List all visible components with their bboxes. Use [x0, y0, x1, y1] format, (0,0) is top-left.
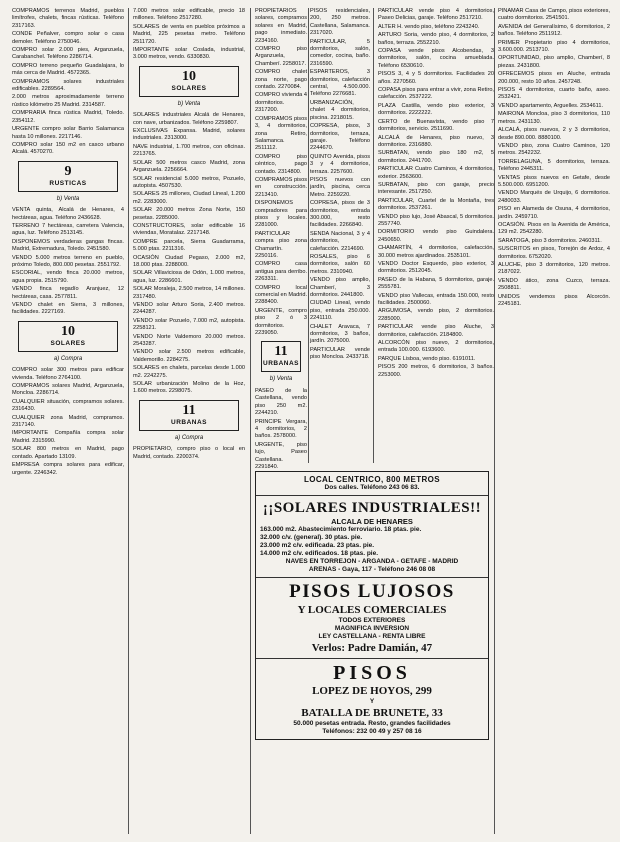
section-number: 11	[274, 344, 288, 360]
section-number: 10	[182, 68, 196, 84]
ad-item: PASEO de la Habana, 5 dormitorios, garaje. 2555781.	[378, 276, 494, 291]
ad-item: URGENTE, piso lujo, Paseo Castellana. 2291840.	[255, 441, 307, 470]
ad-pisos-lujosos	[256, 578, 488, 659]
section-number: 11	[182, 402, 196, 418]
ad-item: COMPRE parcela, Sierra Guadarrama, 5.000 ptas. 2211316.	[133, 238, 245, 253]
ad-line: 32.000 c/v. (general). 30 ptas. pie.	[260, 534, 363, 541]
ad-item: PISOS 3, 4 y 5 dormitorios. Facilidades 20 años. 2270560.	[378, 71, 494, 85]
ad-item: ROSALES, piso 6 dormitorios, salón 60 metros. 2310940.	[310, 254, 370, 275]
ad-headline: LOCAL CENTRICO, 800 METROS	[303, 475, 441, 484]
ad-item: SOLARES de venta en pueblos próximos a Madrid, 225 pesetas metro. Teléfono 2511720.	[133, 23, 245, 45]
ad-item: PROPIETARIOS solares, compramos solares en Madrid, pago inmediato. 2234160.	[255, 8, 307, 44]
ad-item: PRINCIPE Vergara, 4 dormitorios, 2 baños. 2578000.	[255, 418, 307, 440]
ad-line: 23.000 m2 c/v. edificada. 23 ptas. pie.	[260, 542, 375, 549]
ad-line: TODOS EXTERIORES	[338, 617, 406, 624]
subsection-label: a) Compra	[53, 355, 83, 362]
ad-item: PARTICULAR Cuatro Caminos, 4 dormitorios, exterior. 2563600.	[378, 166, 494, 180]
section-title: URBANAS	[171, 418, 207, 426]
ad-footer: NAVES EN TORREJON - ARGANDA - GETAFE - MADRID	[285, 558, 459, 565]
ad-contact: Teléfonos: 232 00 49 y 257 08 16	[322, 728, 422, 735]
ad-item: ARTURO Soria, vendo piso, 4 dormitorios, 2 baños, terraza. 2552210.	[378, 32, 494, 46]
ad-item: PISOS residenciales, 200, 250 metros. Castellana, Salamanca. 2317020.	[310, 8, 370, 37]
ad-item: ALCORCÓN piso nuevo, 2 dormitorios, entrada 100.000. 6193600.	[378, 340, 494, 354]
ad-item: PARTICULAR vende piso 4 dormitorios, Paseo Delicias, garaje. Teléfono 2517210.	[378, 8, 494, 22]
ad-item: COMPRAMOS pisos 3, 4 dormitorios, zona Retiro, Salamanca. 2511112.	[255, 115, 307, 152]
ad-subheadline: ALCALA DE HENARES	[331, 517, 413, 526]
classified-page	[12, 8, 610, 834]
ad-item: ALTER H. vendo piso, teléfono 2243240.	[378, 23, 480, 30]
ad-item: VENDO finca regadío Aranjuez, 12 hectáreas, casa. 2577811.	[12, 286, 124, 300]
ad-item: SOLAR 500 metros casco Madrid, zona Arganzuela. 2256664.	[133, 159, 245, 174]
ad-contact: Verlos: Padre Damián, 47	[311, 642, 433, 654]
ad-item: SOLARES 25 millones, Ciudad Lineal, 1.200 m2. 2283000.	[133, 191, 245, 205]
ad-item: PISOS 200 metros, 6 dormitorios, 3 baños. 2253000.	[378, 364, 494, 378]
ad-headline: ¡¡SOLARES INDUSTRIALES!!	[262, 500, 482, 516]
ad-item: SOLAR residencial 5.000 metros, Pozuelo, autopista. 4507530.	[133, 175, 245, 189]
ad-item: SOLAR 800 metros en Madrid, pago contado. Apartado 13109.	[12, 446, 124, 460]
ad-item: PARTICULAR, 5 dormitorios, salón, comedor, cocina, baño. 2316590.	[310, 38, 370, 67]
ad-item: SURBATAN, vendo piso 180 m2, 5 dormitorios. 2441700.	[378, 150, 494, 164]
ad-item: VENDO piso amplio, Chamberí, 3 dormitorios. 2441800.	[310, 277, 370, 299]
ad-item: ESPARTEROS, 3 dormitorios, calefacción central, 4.500.000. Teléfono 2276681.	[310, 69, 370, 98]
ad-item: COPASA pisos para entrar a vivir, zona Retiro, calefacción. 2537222.	[378, 87, 494, 101]
ad-item: COMPRO chalet zona norte, pago contado. 2270084.	[255, 69, 307, 91]
ad-phone: Dos calles. Teléfono 243 06 83.	[324, 484, 420, 491]
ad-item: COPRESA, pisos de 3 dormitorios, entrada 300.000, resto facilidades. 2266840.	[310, 200, 370, 229]
section-number: 9	[64, 163, 72, 179]
ad-item: COMPRAMOS solares Madrid, Arganzuela, Moncloa. 2286714.	[12, 383, 124, 397]
ad-item: IMPORTANTE Compañía compra solar Madrid. 2315990.	[12, 430, 124, 444]
section-title: URBANAS	[263, 360, 299, 368]
ad-item: NAVE industrial, 1.700 metros, con oficinas. 2213765.	[133, 143, 245, 158]
ad-line: 50.000 pesetas entrada. Resto, grandes facilidades	[293, 720, 451, 727]
ad-item: AVENIDA del Generalísimo, 6 dormitorios, 2 baños. Teléfono 2511912.	[498, 23, 610, 38]
ad-line: Y	[369, 698, 375, 705]
ad-item: SARATOGA, piso 3 dormitorios. 2460311.	[498, 237, 602, 244]
ad-item: ALUCHE, piso 3 dormitorios, 120 metros. 2187022.	[498, 262, 610, 276]
ad-item: 7.000 metros solar edificable, precio 18 millones. Teléfono 2517280.	[133, 8, 245, 22]
ad-item: COMPRO piso Arganzuela, Chamberí. 2258017.	[255, 46, 307, 67]
ad-local-centrico	[256, 472, 488, 496]
ad-item: PARTICULAR vende piso Moncloa. 2433718.	[310, 346, 370, 361]
subsection-label: b) Venta	[177, 100, 201, 107]
ad-item: DISPONEMOS compradores para pisos y locales. 2281000.	[255, 200, 307, 229]
ad-item: OPORTUNIDAD, piso amplio, Chamberí, 8 piezas. 2431800.	[498, 55, 610, 69]
ad-item: SURBATAN, piso con garaje, precio interesante. 2517250.	[378, 181, 494, 196]
ad-line: BATALLA DE BRUNETE, 33	[301, 707, 443, 719]
ad-item: SOLAR Villaviciosa de Odón, 1.000 metros, agua, luz. 2286601.	[133, 270, 245, 284]
ad-item: COMPRO vivienda 4 dormitorios. 2317200.	[255, 92, 307, 114]
ad-item: VENDO solar Pozuelo, 7.000 m2, autopista. 2258121.	[133, 317, 245, 332]
ad-headline: PISOS	[333, 662, 411, 684]
ad-item: 2.000 metros aproximadamente terreno rústico kilómetro 25 Madrid. 2314587.	[12, 94, 124, 108]
ad-item: VENDO Norte Valdemoro 20.000 metros. 2543287.	[133, 333, 245, 348]
ad-item: VENDO 5.000 metros terreno en pueblo, próximo Toledo, 800.000 pesetas. 2551792.	[12, 254, 124, 268]
ad-item: COMPRO solar 150 m2 en casco urbano Alcalá. 4570270.	[12, 141, 124, 156]
ad-item: CIUDAD Lineal, vendo piso, entrada 250.000. 2241110.	[310, 300, 370, 322]
ad-item: VENDO apartamento, Arguelles. 2534611.	[498, 102, 603, 109]
ad-item: TORRELAGUNA, 5 dormitorios, terraza. Teléfono 2445311.	[498, 158, 610, 173]
column-2	[133, 8, 245, 834]
ad-item: VENDO piso Vallecas, entrada 150.000, resto facilidades. 2500060.	[378, 292, 494, 307]
ad-item: COMPRO solar 300 metros para edificar vivienda. Teléfono 2764100.	[12, 367, 124, 381]
ad-item: COMPRO piso céntrico, pago contado. 2314800.	[255, 153, 307, 175]
ad-item: CHAMARTÍN, 4 dormitorios, calefacción, 30.000 metros ajardinados. 2535101.	[378, 245, 494, 259]
ad-item: SENDA Nacional, 3 y 4 dormitorios, calefacción. 2214690.	[310, 230, 370, 252]
ad-item: URGENTE compro solar Barrio Salamanca hasta 10 millones. 2217146.	[12, 126, 124, 140]
ad-solares-industriales	[256, 496, 488, 578]
ad-item: DISPONEMOS verdaderas gangas fincas. Madrid, Extremadura, Toledo. 2451580.	[12, 238, 124, 253]
display-ads-block	[255, 471, 489, 740]
ad-item: CONSTRUCTORES, solar edificable 16 viviendas, Moratalaz. 2217148.	[133, 222, 245, 237]
ad-item: PRIMER Propietario piso 4 dormitorios, 3.600.000. 2513710.	[498, 39, 610, 54]
ad-pisos-lopez-de-hoyos	[256, 659, 488, 739]
ad-item: VENDO piso lujo, José Abascal, 5 dormitorios. 2557740.	[378, 213, 494, 227]
ad-item: EXCLUSIVAS Expansa. Madrid, solares industriales. 2313000.	[133, 128, 245, 142]
subsection-label: a) Compra	[174, 434, 204, 441]
ad-item: VENDO ático, zona Cuzco, terraza. 2508811.	[498, 277, 610, 292]
ad-item: OFRECEMOS pisos en Aluche, entrada 200.000, resto 10 años. 2457248.	[498, 71, 610, 85]
ad-item: PASEO de la Castellana, vendo piso 250 m2. 2244210.	[255, 387, 307, 417]
ad-item: PINAMAR Casa de Campo, pisos exteriores, cuatro dormitorios. 2541501.	[498, 8, 610, 22]
ad-item: UNIDOS vendemos pisos Alcorcón. 2245181.	[498, 293, 610, 308]
ad-item: COMPRO local comercial en Madrid. 2288400.	[255, 284, 307, 306]
ad-item: COMPRO solar 2.000 pies, Arganzuela, Carabanchel. Teléfono 2286714.	[12, 47, 124, 61]
ad-item: PROPIETARIO, compro piso o local en Madrid, contado. 2200374.	[133, 446, 245, 460]
ad-item: VENTAS pisos nuevos en Getafe, desde 5.500.000. 6951200.	[498, 174, 610, 188]
column-divider	[250, 8, 251, 834]
ad-item: VENDO solar 2.500 metros edificable, Valdemorillo. 2284275.	[133, 349, 245, 363]
ad-item: SOLAR Moraleja, 2.500 metros, 14 millones. 2317480.	[133, 286, 245, 300]
ad-item: VENDO Doctor Esquerdo, piso exterior, 3 dormitorios. 2512045.	[378, 261, 494, 275]
ad-item: PLAZA Castilla, vendo piso exterior, 3 dormitorios. 2222222.	[378, 102, 494, 117]
ad-item: COPRESA, pisos, 3 dormitorios, terraza, garaje. Teléfono 2244670.	[310, 123, 370, 152]
section-header-rusticas	[18, 161, 118, 192]
ad-item: PISO en Alameda de Osuna, 4 dormitorios, jardín. 2459710.	[498, 206, 610, 220]
section-number: 10	[61, 323, 75, 339]
ad-item: PISOS nuevos con jardín, piscina, cerca Metro. 2259220.	[310, 176, 370, 198]
section-header-solares	[139, 66, 239, 97]
column-divider	[308, 8, 309, 463]
ad-line: LOPEZ DE HOYOS, 299	[312, 685, 432, 697]
column-divider	[373, 8, 374, 463]
ad-headline: PISOS LUJOSOS	[289, 581, 455, 602]
section-title: SOLARES	[171, 84, 207, 92]
ad-contact: ARENAS - Gaya, 117 - Teléfono 246 08 08	[308, 566, 436, 573]
column-divider	[128, 8, 129, 834]
subsection-label: b) Venta	[269, 376, 293, 383]
ad-item: OCASIÓN. Pisos en la Avenida de América, 129 m2. 2542280.	[498, 221, 610, 236]
ad-line: 14.000 m2 c/v. edificados. 18 ptas. pie.	[260, 550, 379, 557]
ad-item: SOLARES industriales Alcalá de Henares, con nave, urbanizados. Teléfono 2259807.	[133, 112, 245, 126]
section-header-solares	[18, 321, 118, 352]
ad-item: SUSCRITOS en pisos, Torrejón de Ardoz, 4 dormitorios. 6752020.	[498, 246, 610, 260]
column-divider	[494, 8, 495, 834]
section-header-urbanas	[261, 341, 301, 372]
ad-item: CUALQUIER situación, compramos solares. 2316430.	[12, 398, 124, 413]
column-5	[498, 8, 610, 834]
ad-item: OCASIÓN Ciudad Pegaso, 2.000 m2, 18.000 ptas. 2288000.	[133, 254, 245, 268]
ad-item: ARGUMOSA, vendo piso, 2 dormitorios. 2285000.	[378, 308, 494, 322]
ad-item: PARTICULAR compra piso zona Chamartín. 2250116.	[255, 230, 307, 259]
ad-item: DORMITORIO vendo piso Guindalera. 2450650.	[378, 229, 494, 243]
column-1	[12, 8, 124, 834]
ad-item: EMPRESA compra solares para edificar, urgente. 2246342.	[12, 462, 124, 476]
ad-item: COMPRAMOS pisos en construcción. 2213410.	[255, 176, 307, 198]
ad-item: PISOS 4 dormitorios, cuarto baño, aseo. 2532421.	[498, 87, 610, 101]
ad-subheadline: Y LOCALES COMERCIALES	[297, 604, 447, 616]
ad-item: VENDO Marqués de Urquijo, 6 dormitorios. 2480033.	[498, 190, 610, 204]
ad-item: ESCORIAL, vendo finca 20.000 metros, agua propia. 2515790.	[12, 270, 124, 284]
ad-item: PARQUE Lisboa, vendo piso. 6191011.	[378, 355, 476, 362]
section-title: RUSTICAS	[49, 179, 87, 187]
ad-item: PARTICULAR, Cuartel de la Montaña, tres dormitorios. 2537261.	[378, 197, 494, 212]
ad-line: MAGNIFICA INVERSION	[334, 625, 410, 632]
ad-item: TERRENO 7 hectáreas, carretera Valencia, agua, luz. Teléfono 2513145.	[12, 222, 124, 237]
column-3b	[310, 8, 370, 463]
section-header-urbanas	[139, 400, 239, 431]
ad-item: QUINTO Avenida, pisos 3 y 4 dormitorios, terraza. 2257600.	[310, 153, 370, 175]
ad-item: COMPRAMOS terrenos Madrid, pueblos limítrofes, chalets, fincas rústicas. Teléfono 2317163.	[12, 8, 124, 29]
ad-item: VENTA quinta, Alcalá de Henares, 4 hectáreas, agua. Teléfono 2436628.	[12, 207, 124, 221]
ad-item: IMPORTANTE solar Coslada, industrial, 3.000 metros, vendo. 6330830.	[133, 47, 245, 61]
ad-item: COPASA vende pisos Alcobendas, 3 dormitorios, salón, cocina amueblada. Teléfono 6530610.	[378, 48, 494, 69]
ad-item: PARTICULAR vende piso Aluche, 3 dormitorios, calefacción. 2184800.	[378, 324, 494, 338]
ad-item: COMPRARIA finca rústica Madrid, Toledo. 2354112.	[12, 110, 124, 124]
section-title: SOLARES	[50, 339, 86, 347]
ad-item: COMPRO casa antigua para derribo. 2263311.	[255, 261, 307, 283]
ad-item: URBANIZACIÓN, chalet 4 dormitorios, piscina. 2218015.	[310, 99, 370, 121]
ad-item: CUALQUIER zona Madrid, compramos. 2317140.	[12, 414, 124, 429]
ad-item: VENDO chalet en Sierra, 3 millones, facilidades. 2227169.	[12, 302, 124, 316]
ad-item: VENDO solar Arturo Soria, 2.400 metros. 2244287.	[133, 302, 245, 316]
ad-item: ALCALÁ de Henares, piso nuevo, 3 dormitorios. 2316880.	[378, 134, 494, 148]
ad-line: LEY CASTELLANA - RENTA LIBRE	[318, 633, 426, 640]
ad-item: ALCALÁ, pisos nuevos, 2 y 3 dormitorios, desde 890.000. 8880100.	[498, 127, 610, 141]
ad-item: URGENTE, compro piso 2 ó 3 dormitorios. 2239050.	[255, 307, 307, 337]
ad-item: CONDE Peñalver, compro solar o casa demoler. Teléfono 2750046.	[12, 31, 124, 45]
ad-item: CERTO de Buenavista, vendo piso 7 dormitorios, servicio. 2511690.	[378, 118, 494, 133]
ad-item: COMPRO terreno pequeño Guadalajara, lo más cerca de Madrid. 4572365.	[12, 62, 124, 77]
ad-item: SOLARES en chalets, parcelas desde 1.000 m2. 2242275.	[133, 365, 245, 379]
ad-item: CHALET Aravaca, 7 dormitorios, 3 baños, jardín. 2075000.	[310, 323, 370, 345]
ad-item: VENDO piso, zona Cuatro Caminos, 120 metros. 2542232.	[498, 142, 610, 157]
ad-item: MAIRONA Moncloa, piso 3 dormitorios, 110 metros. 2431130.	[498, 111, 610, 125]
ad-item: SOLAR urbanización Molino de la Hoz, 1.600 metros. 2298075.	[133, 381, 245, 395]
subsection-label: b) Venta	[56, 195, 80, 202]
ad-item: COMPRAMOS solares industriales edificables. 2289564.	[12, 78, 124, 93]
column-3	[255, 8, 307, 470]
ad-item: SOLAR 20.000 metros Zona Norte, 150 pesetas. 2285000.	[133, 207, 245, 221]
ad-line: 163.000 m2. Abastecimiento ferroviario. 18 ptas. pie.	[260, 526, 422, 533]
